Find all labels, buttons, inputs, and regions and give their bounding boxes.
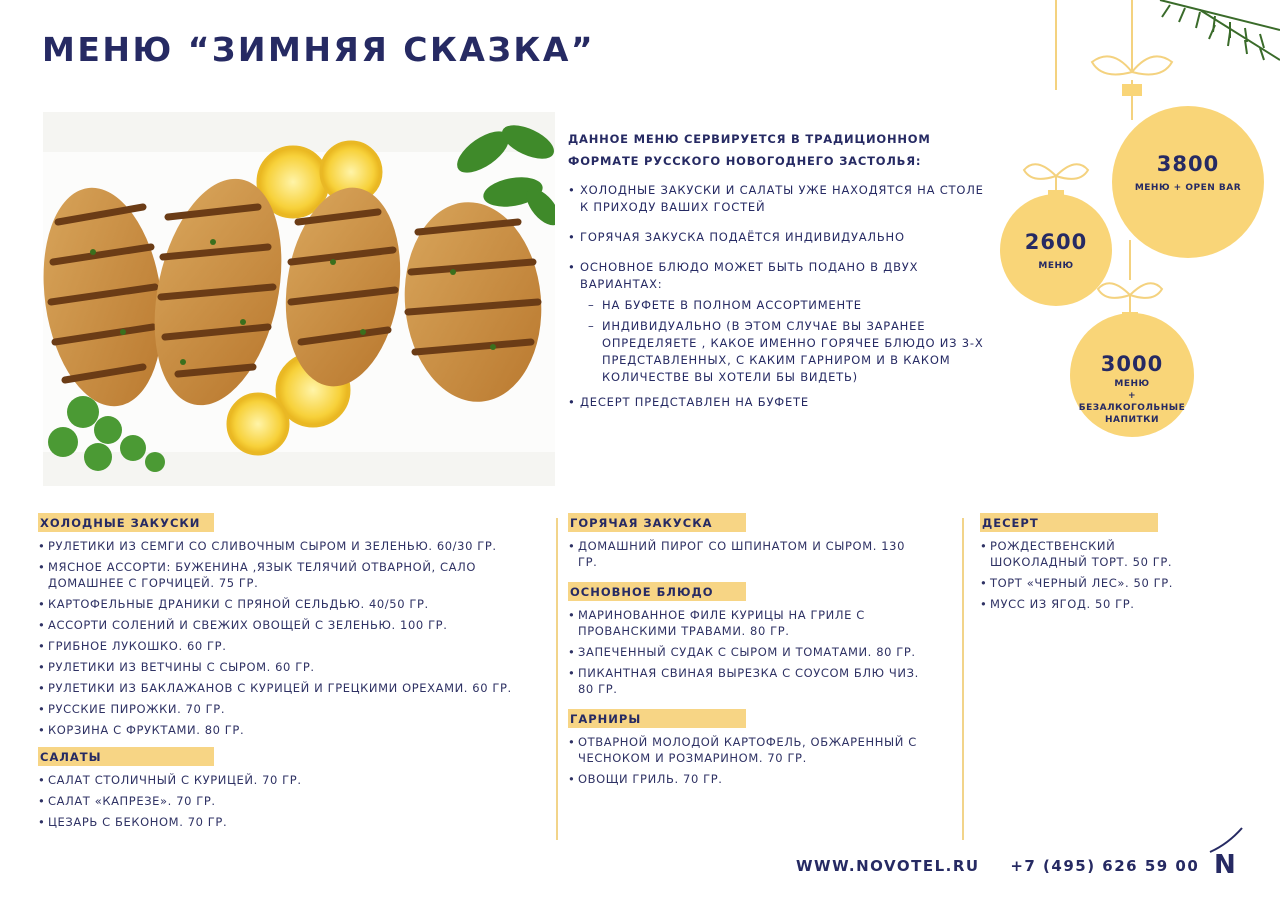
list-item: • КАРТОФЕЛЬНЫЕ ДРАНИКИ С ПРЯНОЙ СЕЛЬДЬЮ. 40/50 ГР. — [38, 596, 552, 612]
price-value: 3800 — [1156, 152, 1220, 176]
hot-items — [568, 538, 958, 570]
novotel-logo — [1206, 826, 1246, 882]
food-photo — [43, 112, 555, 486]
price-value: 2600 — [1024, 230, 1088, 254]
list-item: • МАРИНОВАННОЕ ФИЛЕ КУРИЦЫ НА ГРИЛЕ С ПРОВАНСКИМИ ТРАВАМИ. 80 ГР. — [568, 607, 958, 639]
list-item: • ЗАПЕЧЕННЫЙ СУДАК С СЫРОМ И ТОМАТАМИ. 80 ГР. — [568, 644, 958, 660]
section-heading-cold: ХОЛОДНЫЕ ЗАКУСКИ — [38, 513, 214, 532]
menu-description — [568, 128, 988, 424]
logo-letter: N — [1214, 850, 1236, 880]
cold-items — [38, 538, 552, 738]
phone-number: +7 (495) 626 59 00 — [1010, 857, 1200, 875]
price-ornaments — [960, 0, 1280, 480]
column-divider — [962, 518, 964, 840]
page-title: МЕНЮ “ЗИМНЯЯ СКАЗКА” — [42, 30, 596, 69]
price-label: МЕНЮ — [1038, 261, 1074, 271]
intro-bullet: • ГОРЯЧАЯ ЗАКУСКА ПОДАЁТСЯ ИНДИВИДУАЛЬНО — [568, 229, 988, 246]
section-heading-main: ОСНОВНОЕ БЛЮДО — [568, 582, 746, 601]
price-label: МЕНЮ — [1114, 379, 1150, 389]
list-item: • ТОРТ «ЧЕРНЫЙ ЛЕС». 50 ГР. — [980, 575, 1210, 591]
list-item: • ОВОЩИ ГРИЛЬ. 70 ГР. — [568, 771, 958, 787]
list-item: • ЦЕЗАРЬ С БЕКОНОМ. 70 ГР. — [38, 814, 552, 830]
price-label: + — [1127, 391, 1137, 401]
list-item: • МЯСНОЕ АССОРТИ: БУЖЕНИНА ,ЯЗЫК ТЕЛЯЧИЙ ОТВАРНОЙ, САЛО ДОМАШНЕЕ С ГОРЧИЦЕЙ. 75 ГР. — [38, 559, 552, 591]
intro-lead: ДАННОЕ МЕНЮ СЕРВИРУЕТСЯ В ТРАДИЦИОННОМ ФОРМАТЕ РУССКОГО НОВОГОДНЕГО ЗАСТОЛЬЯ: — [568, 132, 931, 168]
section-heading-salads: САЛАТЫ — [38, 747, 214, 766]
list-item: • ПИКАНТНАЯ СВИНАЯ ВЫРЕЗКА С СОУСОМ БЛЮ ЧИЗ. 80 ГР. — [568, 665, 958, 697]
column-divider — [556, 518, 558, 840]
section-heading-garnish: ГАРНИРЫ — [568, 709, 746, 728]
price-ornament-2600 — [1000, 230, 1112, 272]
menu-column-cold — [38, 512, 552, 838]
section-heading-dessert: ДЕСЕРТ — [980, 513, 1158, 532]
grilled-chicken-illustration — [43, 112, 555, 486]
list-item: • ДОМАШНИЙ ПИРОГ СО ШПИНАТОМ И СЫРОМ. 130 ГР. — [568, 538, 938, 570]
list-item: • РУССКИЕ ПИРОЖКИ. 70 ГР. — [38, 701, 552, 717]
list-item: • ГРИБНОЕ ЛУКОШКО. 60 ГР. — [38, 638, 552, 654]
website-link[interactable]: WWW.NOVOTEL.RU — [796, 857, 980, 875]
list-item: • РУЛЕТИКИ ИЗ СЕМГИ СО СЛИВОЧНЫМ СЫРОМ И ЗЕЛЕНЬЮ. 60/30 ГР. — [38, 538, 552, 554]
list-item: • РОЖДЕСТВЕНСКИЙ ШОКОЛАДНЫЙ ТОРТ. 50 ГР. — [980, 538, 1210, 570]
list-item: • САЛАТ «КАПРЕЗЕ». 70 ГР. — [38, 793, 552, 809]
intro-bullet: • ХОЛОДНЫЕ ЗАКУСКИ И САЛАТЫ УЖЕ НАХОДЯТСЯ НА СТОЛЕ К ПРИХОДУ ВАШИХ ГОСТЕЙ — [568, 182, 988, 216]
intro-bullet: • ОСНОВНОЕ БЛЮДО МОЖЕТ БЫТЬ ПОДАНО В ДВУХ ВАРИАНТАХ: — [568, 259, 988, 293]
price-ornament-3000 — [1072, 352, 1192, 426]
salad-items — [38, 772, 552, 830]
price-label: МЕНЮ + OPEN BAR — [1134, 183, 1242, 193]
dessert-items — [980, 538, 1210, 612]
footer-contacts — [796, 857, 1223, 875]
intro-bullet: • ДЕСЕРТ ПРЕДСТАВЛЕН НА БУФЕТЕ — [568, 394, 988, 411]
garnish-items — [568, 734, 958, 787]
list-item: • МУСС ИЗ ЯГОД. 50 ГР. — [980, 596, 1210, 612]
list-item: • АССОРТИ СОЛЕНИЙ И СВЕЖИХ ОВОЩЕЙ С ЗЕЛЕНЬЮ. 100 ГР. — [38, 617, 552, 633]
list-item: • САЛАТ СТОЛИЧНЫЙ С КУРИЦЕЙ. 70 ГР. — [38, 772, 552, 788]
menu-column-hot — [568, 512, 958, 795]
intro-sub-bullet: – НА БУФЕТЕ В ПОЛНОМ АССОРТИМЕНТЕ — [568, 297, 988, 314]
section-heading-hot: ГОРЯЧАЯ ЗАКУСКА — [568, 513, 746, 532]
list-item: • РУЛЕТИКИ ИЗ БАКЛАЖАНОВ С КУРИЦЕЙ И ГРЕЦКИМИ ОРЕХАМИ. 60 ГР. — [38, 680, 552, 696]
price-label: НАПИТКИ — [1104, 415, 1160, 425]
price-ornament-3800 — [1112, 152, 1264, 194]
list-item: • РУЛЕТИКИ ИЗ ВЕТЧИНЫ С СЫРОМ. 60 ГР. — [38, 659, 552, 675]
price-value: 3000 — [1100, 352, 1164, 376]
list-item: • ОТВАРНОЙ МОЛОДОЙ КАРТОФЕЛЬ, ОБЖАРЕННЫЙ С ЧЕСНОКОМ И РОЗМАРИНОМ. 70 ГР. — [568, 734, 958, 766]
price-label: БЕЗАЛКОГОЛЬНЫЕ — [1078, 403, 1186, 413]
list-item: • КОРЗИНА С ФРУКТАМИ. 80 ГР. — [38, 722, 552, 738]
intro-sub-bullet: – ИНДИВИДУАЛЬНО (В ЭТОМ СЛУЧАЕ ВЫ ЗАРАНЕЕ ОПРЕДЕЛЯЕТЕ , КАКОЕ ИМЕННО ГОРЯЧЕЕ БЛЮДО ИЗ 3-Х ПРЕДСТАВЛЕННЫХ, С КАКИМ ГАРНИРОМ И В КАКОМ КОЛИЧЕСТВЕ ВЫ ХОТЕЛИ БЫ ВИДЕТЬ) — [568, 318, 988, 386]
main-items — [568, 607, 958, 697]
menu-column-dessert — [980, 512, 1210, 620]
